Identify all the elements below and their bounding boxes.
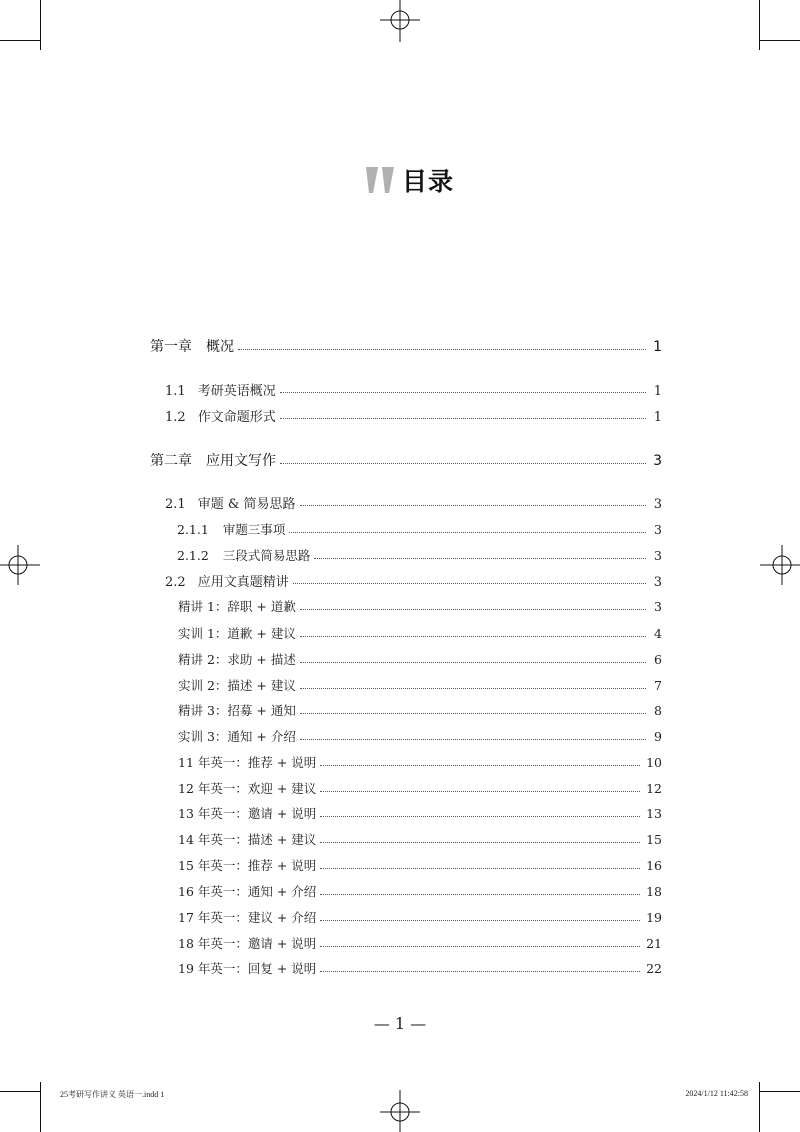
toc-page-number: 7 [654, 678, 662, 693]
toc-entry-label: 12 年英一：欢迎 + 建议 [178, 781, 317, 796]
toc-entry[interactable] [178, 804, 662, 822]
toc-page-number: 10 [646, 755, 662, 770]
crop-mark [0, 40, 40, 41]
toc-section-2-1[interactable] [165, 493, 662, 512]
toc-entry-label: 13 年英一：邀请 + 说明 [178, 806, 317, 821]
toc-entry-label: 14 年英一：描述 + 建议 [178, 832, 317, 847]
toc-page-number: 3 [654, 548, 662, 563]
toc-entry-label: 18 年英一：邀请 + 说明 [178, 936, 317, 951]
registration-mark-top [380, 0, 420, 42]
toc-page-number: 8 [654, 703, 662, 718]
toc-entry-label: 精讲 2：求助 + 描述 [178, 652, 296, 667]
toc-page-number: 9 [654, 729, 662, 744]
crop-mark [0, 1091, 40, 1092]
crop-mark [40, 1082, 41, 1132]
dot-leader [300, 505, 646, 506]
toc-entry[interactable] [178, 779, 662, 797]
crop-mark [760, 40, 800, 41]
toc-entry-label: 19 年英一：回复 + 说明 [178, 961, 317, 976]
dot-leader [300, 713, 646, 714]
dot-leader [320, 765, 640, 766]
toc-subsection-2-1-1[interactable] [177, 520, 662, 538]
dot-leader [320, 842, 640, 843]
dot-leader [300, 688, 646, 689]
dot-leader [320, 816, 640, 817]
dot-leader [320, 920, 640, 921]
toc-section-label: 三段式简易思路 [222, 548, 311, 563]
dot-leader [300, 636, 646, 637]
page-title-block [364, 160, 454, 200]
toc-entry[interactable] [178, 959, 662, 977]
toc-chapter-label: 第二章 应用文写作 [150, 453, 276, 469]
dot-leader [320, 791, 640, 792]
toc-section-number: 2.1 [165, 497, 186, 512]
toc-entry[interactable] [178, 882, 662, 900]
toc-page-number: 12 [646, 781, 662, 796]
toc-entry[interactable] [178, 676, 662, 694]
toc-entry-label: 17 年英一：建议 + 介绍 [178, 910, 317, 925]
toc-page-number: 6 [654, 652, 662, 667]
dot-leader [300, 739, 646, 740]
dot-leader [320, 971, 640, 972]
footer-page-number: — 1 — [373, 1014, 427, 1033]
toc-page-number: 21 [646, 936, 662, 951]
toc-page-number: 3 [654, 522, 662, 537]
toc-entry-label: 实训 3：通知 + 介绍 [178, 729, 296, 744]
toc-chapter-1[interactable] [150, 336, 662, 356]
dot-leader [300, 662, 646, 663]
toc-entry-label: 实训 1：道歉 + 建议 [178, 626, 296, 641]
toc-section-1-1[interactable] [165, 380, 662, 399]
toc-page-number: 22 [646, 961, 662, 976]
toc-entry[interactable] [178, 701, 662, 719]
registration-mark-bottom [380, 1090, 420, 1132]
toc-entry[interactable] [178, 753, 662, 771]
toc-page-number: 4 [654, 626, 662, 641]
toc-page-number: 3 [653, 453, 662, 469]
toc-entry-label: 11 年英一：推荐 + 说明 [178, 755, 317, 770]
toc-chapter-label: 第一章 概况 [150, 339, 234, 355]
toc-page-number: 3 [653, 575, 662, 590]
toc-page-number: 19 [646, 910, 662, 925]
dot-leader [289, 532, 646, 533]
toc-page-number: 3 [653, 497, 662, 512]
dot-leader [238, 349, 646, 350]
slug-file-name: 25考研写作讲义 英语一.indd 1 [60, 1090, 165, 1099]
toc-page-number: 1 [653, 384, 662, 399]
dot-leader [300, 609, 646, 610]
toc-page-number: 15 [646, 832, 662, 847]
registration-mark-right [760, 545, 800, 585]
toc-section-label: 作文命题形式 [197, 410, 276, 425]
toc-page-number: 13 [646, 806, 662, 821]
dot-leader [280, 418, 646, 419]
toc-section-number: 2.1.1 [177, 522, 209, 537]
crop-mark [759, 0, 760, 50]
dot-leader [293, 583, 646, 584]
toc-entry[interactable] [178, 908, 662, 926]
toc-subsection-2-1-2[interactable] [177, 546, 662, 564]
toc-section-number: 2.1.2 [177, 548, 209, 563]
toc-entry[interactable] [178, 727, 662, 745]
toc-section-number: 1.2 [165, 410, 186, 425]
dot-leader [280, 392, 646, 393]
toc-section-1-2[interactable] [165, 406, 662, 425]
toc-section-label: 考研英语概况 [197, 384, 276, 399]
toc-page-number: 3 [654, 599, 662, 614]
slug-timestamp: 2024/1/12 11:42:58 [685, 1089, 748, 1098]
toc-section-number: 2.2 [165, 575, 186, 590]
toc-entry-label: 15 年英一：推荐 + 说明 [178, 858, 317, 873]
dot-leader [320, 868, 640, 869]
toc-section-label: 应用文真题精讲 [197, 575, 289, 590]
toc-entry-label: 精讲 3：招募 + 通知 [178, 703, 296, 718]
toc-section-label: 审题三事项 [222, 522, 286, 537]
toc-entry[interactable] [178, 597, 662, 615]
dot-leader [320, 946, 640, 947]
toc-entry[interactable] [178, 934, 662, 952]
toc-page-number: 1 [653, 410, 662, 425]
toc-entry-label: 精讲 1：辞职 + 道歉 [178, 599, 296, 614]
quote-mark-icon [364, 165, 398, 195]
toc-section-number: 1.1 [165, 384, 186, 399]
toc-page-number: 16 [646, 858, 662, 873]
page-title: 目录 [402, 167, 455, 196]
dot-leader [320, 894, 640, 895]
toc-entry[interactable] [178, 624, 662, 642]
toc-section-2-2[interactable] [165, 571, 662, 590]
crop-mark [760, 1091, 800, 1092]
toc-chapter-2[interactable] [150, 450, 662, 470]
dot-leader [280, 463, 646, 464]
toc-page-number: 18 [646, 884, 662, 899]
crop-mark [40, 0, 41, 50]
toc-section-label: 审题 & 简易思路 [197, 497, 296, 512]
toc-entry[interactable] [178, 856, 662, 874]
toc-page-number: 1 [653, 339, 662, 355]
dot-leader [314, 558, 646, 559]
crop-mark [759, 1082, 760, 1132]
toc-entry[interactable] [178, 650, 662, 668]
toc-entry[interactable] [178, 830, 662, 848]
toc-entry-label: 实训 2：描述 + 建议 [178, 678, 296, 693]
registration-mark-left [0, 545, 40, 585]
toc-entry-label: 16 年英一：通知 + 介绍 [178, 884, 317, 899]
